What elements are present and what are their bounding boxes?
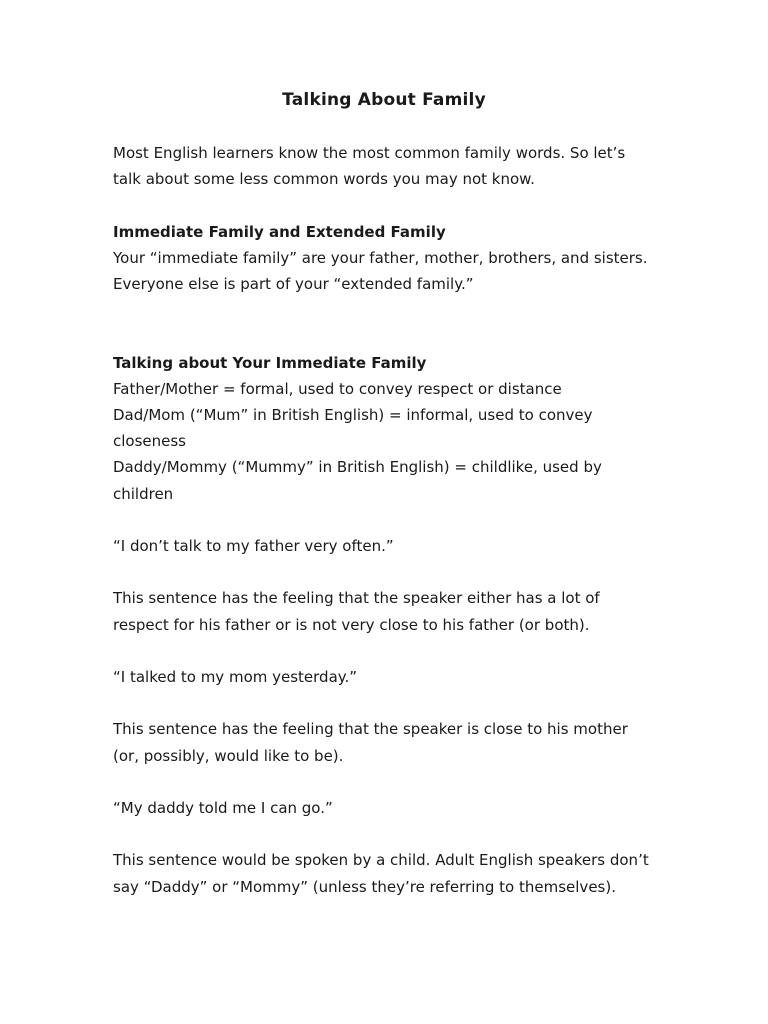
definition-daddy-mommy-line2: children bbox=[113, 484, 174, 503]
example-quote-daddy: “My daddy told me I can go.” bbox=[113, 798, 333, 817]
example-explanation-mom-line2: (or, possibly, would like to be). bbox=[113, 746, 344, 765]
spacer bbox=[113, 507, 673, 533]
definition-dad-mom-line2: closeness bbox=[113, 432, 187, 451]
example-explanation-daddy-line2: say “Daddy” or “Mommy” (unless they’re referring to themselves). bbox=[113, 877, 616, 896]
section1-line1: Your “immediate family” are your father, mother, brothers, and sisters. bbox=[113, 248, 648, 267]
example-quote-mom: “I talked to my mom yesterday.” bbox=[113, 667, 358, 686]
example-explanation-father-line2: respect for his father or is not very close to his father (or both). bbox=[113, 615, 590, 634]
spacer bbox=[113, 690, 673, 716]
definition-daddy-mommy-line1: Daddy/Mommy (“Mummy” in British English) = childlike, used by bbox=[113, 458, 602, 477]
spacer bbox=[113, 192, 673, 218]
section-heading-talking-immediate: Talking about Your Immediate Family bbox=[113, 353, 427, 372]
spacer bbox=[113, 821, 673, 847]
definition-father-mother: Father/Mother = formal, used to convey respect or distance bbox=[113, 379, 562, 398]
intro-paragraph: Most English learners know the most common family words. So let’s talk about some less common words you may not know. bbox=[113, 144, 626, 189]
example-quote-father: “I don’t talk to my father very often.” bbox=[113, 537, 394, 555]
section-heading-immediate-extended: Immediate Family and Extended Family bbox=[113, 222, 446, 241]
spacer bbox=[113, 559, 673, 585]
section1-line2: Everyone else is part of your “extended family.” bbox=[113, 275, 474, 293]
example-explanation-mom-line1: This sentence has the feeling that the speaker is close to his mother bbox=[113, 720, 628, 739]
document-title: Talking About Family bbox=[282, 90, 486, 110]
definition-dad-mom-line1: Dad/Mom (“Mum” in British English) = informal, used to convey bbox=[113, 406, 593, 424]
example-explanation-daddy-line1: This sentence would be spoken by a child. Adult English speakers don’t bbox=[113, 851, 649, 870]
document-page bbox=[113, 86, 673, 900]
spacer bbox=[113, 638, 673, 664]
spacer bbox=[113, 769, 673, 795]
spacer bbox=[113, 297, 673, 349]
example-explanation-father-line1: This sentence has the feeling that the speaker either has a lot of bbox=[113, 589, 600, 608]
